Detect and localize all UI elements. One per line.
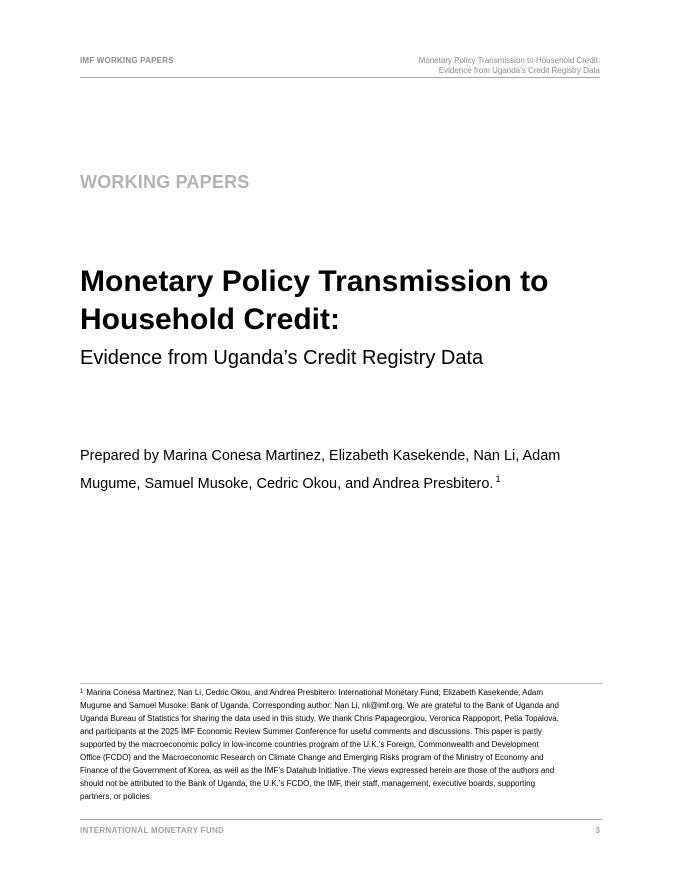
header-series: IMF WORKING PAPERS xyxy=(80,56,174,65)
footnote-text: Marina Conesa Martinez, Nan Li, Cedric Okou, and Andrea Presbitero: International Monetary Fund; Elizabeth Kasekende, Adam Mugume and Samuel Musoke: Bank of Uganda. Corresponding author: Nan Li, nli@imf.org. We are grateful to the Bank of Uganda and Uganda Bureau of Statistics for sharing the data used in this study. We thank Chris Papageorgiou, Veronica Rappoport, Petia Topalova, and participants at the 2025 IMF Economic Review Summer Conference for useful comments and discussions. This paper is partly supported by the macroeconomic policy in low-income countries program of the U.K.’s Foreign, Commonwealth and Development Office (FCDO) and the Macroeconomic Research on Climate Change and Emerging Risks program of the Ministry of Economy and Finance of the Government of Korea, as well as the IMF’s Datahub Initiative. The views expressed herein are those of the authors and should not be attributed to the Bank of Uganda, the U.K.’s FCDO, the IMF, their staff, management, executive boards, supporting partners, or policies. xyxy=(80,688,559,801)
running-title-line-2: Evidence from Uganda’s Credit Registry Data xyxy=(438,66,600,75)
footnote-mark: 1 xyxy=(80,689,84,695)
paper-title: Monetary Policy Transmission to Household Credit: xyxy=(80,265,549,336)
author-line xyxy=(80,445,610,496)
page-number: 3 xyxy=(595,826,600,835)
footnote-divider xyxy=(80,683,602,684)
working-papers-label: WORKING PAPERS xyxy=(80,172,250,192)
paper-subtitle: Evidence from Uganda’s Credit Registry Data xyxy=(80,347,484,369)
footer-divider xyxy=(80,819,602,820)
footnote xyxy=(80,686,560,803)
header-divider xyxy=(80,77,600,78)
footer-publisher: INTERNATIONAL MONETARY FUND xyxy=(80,826,225,835)
header-running-title xyxy=(300,56,600,76)
running-title-line-1: Monetary Policy Transmission to Household Credit: xyxy=(418,56,600,65)
author-list: Prepared by Marina Conesa Martinez, Elizabeth Kasekende, Nan Li, Adam Mugume, Samuel Musoke, Cedric Okou, and Andrea Presbitero. xyxy=(80,448,561,492)
footnote-reference: 1 xyxy=(495,474,501,484)
